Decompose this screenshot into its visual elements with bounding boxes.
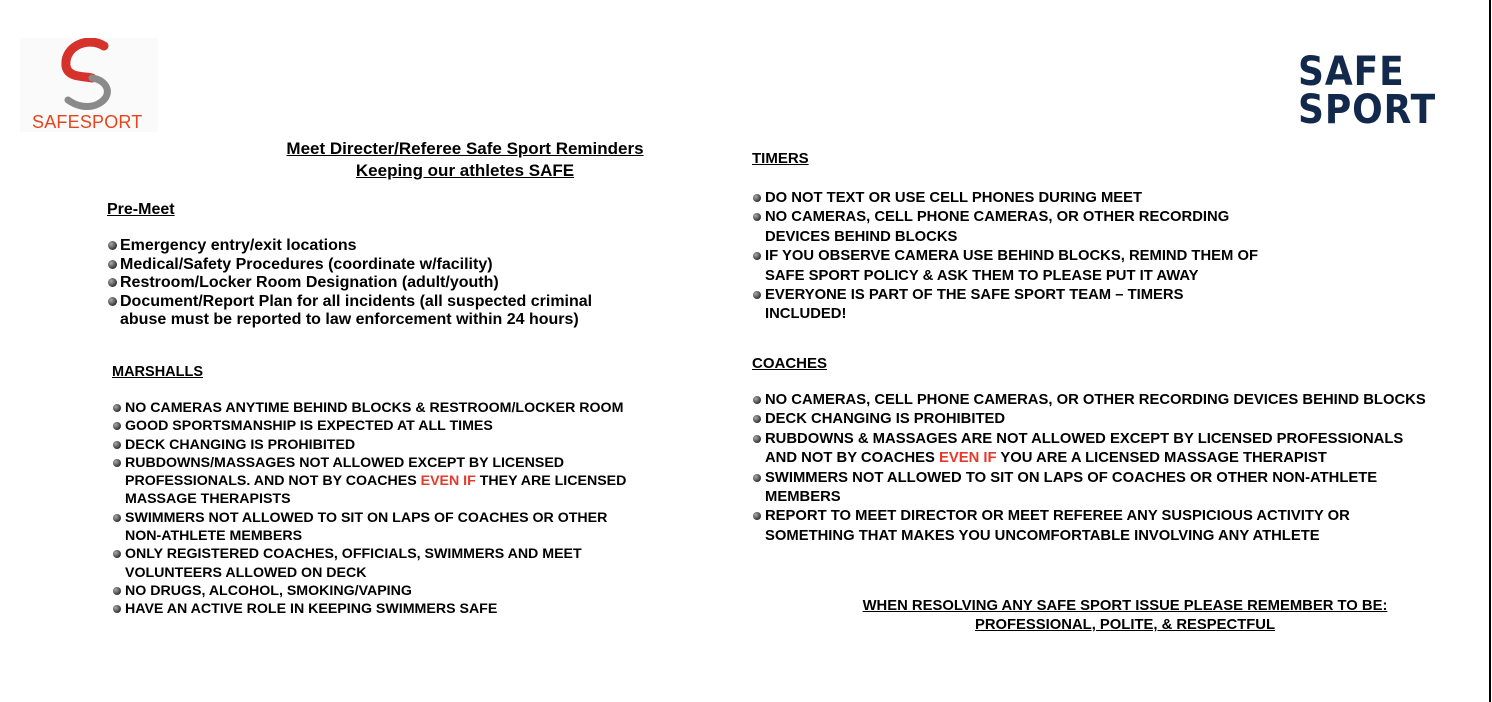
bullet-icon: [753, 291, 761, 299]
list-item: GOOD SPORTSMANSHIP IS EXPECTED AT ALL TIMES: [113, 417, 626, 435]
list-item: RUBDOWNS/MASSAGES NOT ALLOWED EXCEPT BY LICENSED PROFESSIONALS. AND NOT BY COACHES EVEN IF THEY ARE LICENSED MASSAGE THERAPISTS: [113, 454, 626, 509]
list-item: Document/Report Plan for all incidents (all suspected criminal abuse must be reported to law enforcement within 24 hours): [108, 293, 592, 330]
bullet-icon: [113, 605, 121, 613]
bullet-icon: [753, 396, 761, 404]
list-item: SWIMMERS NOT ALLOWED TO SIT ON LAPS OF COACHES OR OTHER NON-ATHLETE MEMBERS: [753, 469, 1426, 508]
bullet-icon: [753, 252, 761, 260]
bullet-icon: [108, 241, 117, 250]
timers-list: [753, 189, 1258, 325]
bullet-icon: [753, 512, 761, 520]
marshalls-heading: MARSHALLS: [112, 364, 204, 380]
list-item: ONLY REGISTERED COACHES, OFFICIALS, SWIMMERS AND MEET VOLUNTEERS ALLOWED ON DECK: [113, 545, 626, 582]
safesport-logo-right: [1298, 49, 1437, 133]
list-item: NO DRUGS, ALCOHOL, SMOKING/VAPING: [113, 582, 626, 600]
bullet-icon: [113, 514, 121, 522]
list-item: Emergency entry/exit locations: [108, 237, 592, 256]
bullet-icon: [113, 422, 121, 430]
emphasis-red: EVEN IF: [939, 450, 997, 467]
bullet-icon: [113, 441, 121, 449]
page-edge-rule: [1489, 0, 1491, 702]
bullet-icon: [113, 404, 121, 412]
bullet-icon: [753, 415, 761, 423]
list-item: IF YOU OBSERVE CAMERA USE BEHIND BLOCKS, REMIND THEM OF SAFE SPORT POLICY & ASK THEM TO PLEASE PUT IT AWAY: [753, 247, 1258, 286]
premeet-heading: Pre-Meet: [107, 201, 175, 218]
safesport-logo-left: [20, 38, 158, 132]
page-title: Meet Directer/Referee Safe Sport Reminders: [286, 139, 644, 158]
timers-heading: TIMERS: [752, 150, 809, 167]
footer-reminder: WHEN RESOLVING ANY SAFE SPORT ISSUE PLEASE REMEMBER TO BE:: [862, 598, 1388, 614]
bullet-icon: [113, 587, 121, 595]
list-item: DO NOT TEXT OR USE CELL PHONES DURING MEET: [753, 189, 1258, 208]
bullet-icon: [753, 194, 761, 202]
premeet-list: [108, 237, 592, 330]
list-item: DECK CHANGING IS PROHIBITED: [753, 410, 1426, 429]
bullet-icon: [113, 550, 121, 558]
bullet-icon: [113, 459, 121, 467]
coaches-list: [753, 391, 1426, 546]
bullet-icon: [753, 213, 761, 221]
emphasis-red: EVEN IF: [420, 473, 476, 490]
list-item: NO CAMERAS ANYTIME BEHIND BLOCKS & RESTROOM/LOCKER ROOM: [113, 399, 626, 417]
logo-right-line2: SPORT: [1298, 87, 1437, 133]
list-item: NO CAMERAS, CELL PHONE CAMERAS, OR OTHER RECORDING DEVICES BEHIND BLOCKS: [753, 391, 1426, 410]
list-item: NO CAMERAS, CELL PHONE CAMERAS, OR OTHER RECORDING DEVICES BEHIND BLOCKS: [753, 208, 1258, 247]
marshalls-list: [113, 399, 626, 619]
list-item: Restroom/Locker Room Designation (adult/youth): [108, 274, 592, 293]
bullet-icon: [108, 278, 117, 287]
bullet-icon: [753, 474, 761, 482]
list-item: RUBDOWNS & MASSAGES ARE NOT ALLOWED EXCEPT BY LICENSED PROFESSIONALS AND NOT BY COACHES EVEN IF YOU ARE A LICENSED MASSAGE THERAPIST: [753, 430, 1426, 469]
logo-left-text: SAFESPORT: [32, 112, 143, 132]
list-item: EVERYONE IS PART OF THE SAFE SPORT TEAM – TIMERS INCLUDED!: [753, 286, 1258, 325]
page-subtitle: Keeping our athletes SAFE: [355, 161, 575, 180]
footer-values: PROFESSIONAL, POLITE, & RESPECTFUL: [974, 617, 1276, 633]
list-item: DECK CHANGING IS PROHIBITED: [113, 436, 626, 454]
list-item: REPORT TO MEET DIRECTOR OR MEET REFEREE ANY SUSPICIOUS ACTIVITY OR SOMETHING THAT MAKES YOU UNCOMFORTABLE INVOLVING ANY ATHLETE: [753, 507, 1426, 546]
list-item: HAVE AN ACTIVE ROLE IN KEEPING SWIMMERS SAFE: [113, 600, 626, 618]
bullet-icon: [108, 297, 117, 306]
logo-right-line1: SAFE: [1298, 49, 1405, 95]
bullet-icon: [108, 260, 117, 269]
safesport-swirl-icon: [58, 38, 122, 110]
coaches-heading: COACHES: [752, 355, 828, 372]
list-item: SWIMMERS NOT ALLOWED TO SIT ON LAPS OF COACHES OR OTHER NON-ATHLETE MEMBERS: [113, 509, 626, 546]
list-item: Medical/Safety Procedures (coordinate w/facility): [108, 256, 592, 275]
bullet-icon: [753, 435, 761, 443]
